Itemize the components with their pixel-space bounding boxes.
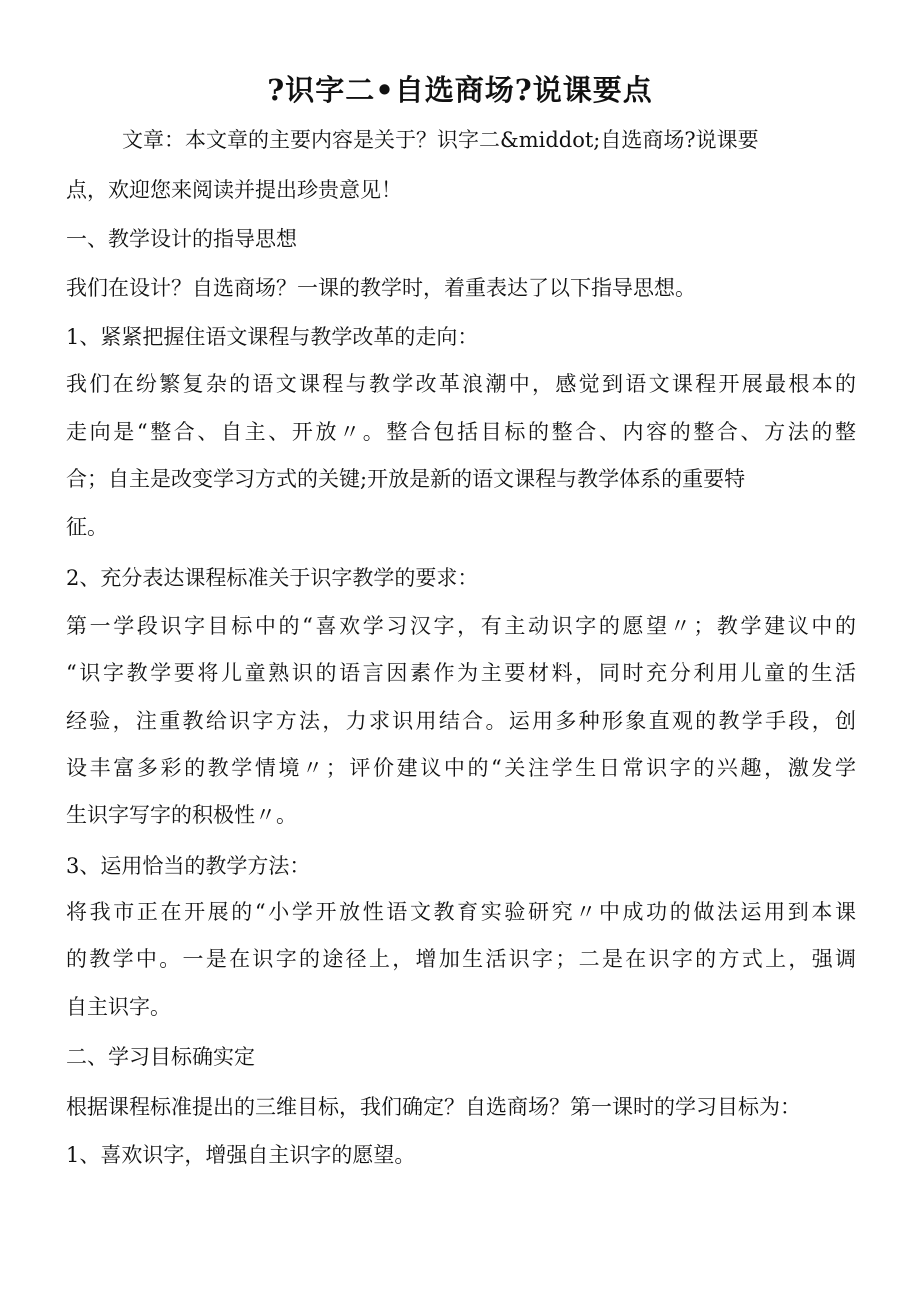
paragraph-line: “识字教学要将儿童熟识的语言因素作为主要材料，同时充分利用儿童的生活 [66,661,856,685]
paragraph-line: 根据课程标准提出的三维目标，我们确定？自选商场？第一课时的学习目标为： [66,1095,801,1119]
section-heading-1: 一、教学设计的指导思想 [66,227,297,251]
paragraph-line: 征。 [66,515,108,539]
paragraph-line: 我们在设计？自选商场？一课的教学时，着重表达了以下指导思想。 [66,276,696,300]
document-title: ?识字二•自选商场?说课要点 [267,73,653,107]
subheading-1: 1、紧紧把握住语文课程与教学改革的走向： [66,325,479,349]
paragraph-line: 的教学中。一是在识字的途径上，增加生活识字；二是在识字的方式上，强调 [66,947,856,971]
paragraph-line: 设丰富多彩的教学情境〃；评价建议中的“关注学生日常识字的兴趣，激发学 [66,756,856,780]
paragraph-line: 生识字写字的积极性〃。 [66,803,297,827]
paragraph-line: 我们在纷繁复杂的语文课程与教学改革浪潮中，感觉到语文课程开展最根本的 [66,372,856,396]
paragraph-line: 走向是“整合、自主、开放〃。整合包括目标的整合、内容的整合、方法的整 [66,420,856,444]
section-heading-2: 二、学习目标确实定 [66,1045,255,1069]
intro-line-2: 点，欢迎您来阅读并提出珍贵意见！ [66,178,402,202]
paragraph-line: 将我市正在开展的“小学开放性语文教育实验研究〃中成功的做法运用到本课 [66,900,856,924]
subheading-3: 3、运用恰当的教学方法： [66,854,311,878]
paragraph-line: 第一学段识字目标中的“喜欢学习汉字，有主动识字的愿望〃；教学建议中的 [66,614,856,638]
paragraph-line: 经验，注重教给识字方法，力求识用结合。运用多种形象直观的教学手段，创 [66,709,856,733]
paragraph-line: 自主识字。 [66,995,171,1019]
intro-line-1: 文章：本文章的主要内容是关于？识字二&middot;自选商场?说课要 [122,128,759,152]
subheading-2: 2、充分表达课程标准关于识字教学的要求： [66,566,479,590]
paragraph-line: 合；自主是改变学习方式的关键;开放是新的语文课程与教学体系的重要特 [66,467,746,491]
paragraph-line: 1、喜欢识字，增强自主识字的愿望。 [66,1143,416,1167]
